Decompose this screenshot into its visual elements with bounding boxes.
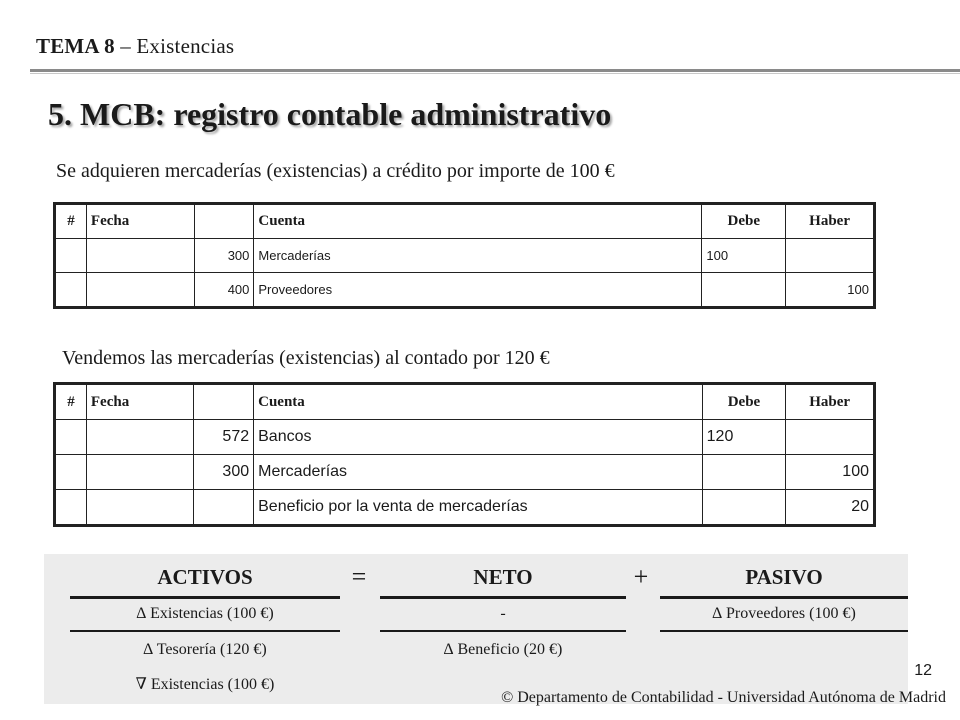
neto-beneficio-increase: ∆ Beneficio (20 €) [443,641,563,658]
equation-neto-heading: NETO [473,565,533,589]
cell-debit [702,490,786,526]
topic-separator: – [114,34,137,58]
topic-heading [36,34,234,59]
cell-credit [786,420,875,455]
neto-row1-value: - [500,605,506,622]
column-header-code [194,204,254,239]
activos-existencias-decrease: ∇ Existencias (100 €) [135,676,275,693]
activos-heading-underline [70,596,340,599]
equation-activos-heading: ACTIVOS [157,565,253,589]
sale-journal-table [53,382,876,527]
cell-number [55,239,87,273]
cell-credit: 20 [786,490,875,526]
column-header-date: Fecha [86,384,193,420]
cell-number [55,490,87,526]
cell-account-name: Proveedores [254,273,702,308]
column-header-credit: Haber [786,204,875,239]
neto-row-divider [380,630,626,632]
column-header-debit: Debe [702,384,786,420]
column-header-number: # [55,384,87,420]
cell-date [86,455,193,490]
slide-title: 5. MCB: registro contable administrativo [48,96,612,132]
cell-debit: 120 [702,420,786,455]
activos-existencias-increase: ∆ Existencias (100 €) [136,605,274,622]
cell-date [86,420,193,455]
column-header-credit: Haber [786,384,875,420]
table-row [55,490,875,526]
plus-sign: + [633,562,649,591]
table-row [55,239,875,273]
cell-account-name: Mercaderías [254,455,703,490]
table-row [55,273,875,308]
topic-name: Existencias [136,34,235,58]
cell-date [86,239,194,273]
column-header-date: Fecha [86,204,194,239]
cell-account-code: 400 [194,273,254,308]
header-divider [30,69,960,72]
cell-number [55,455,87,490]
cell-account-code: 300 [194,239,254,273]
cell-debit: 100 [702,239,786,273]
cell-credit: 100 [786,273,875,308]
column-header-account: Cuenta [254,384,703,420]
footer-copyright: © Departamento de Contabilidad - Universidad Autónoma de Madrid [501,689,946,706]
equals-sign: = [351,562,367,591]
table-row [55,420,875,455]
sale-caption: Vendemos las mercaderías (existencias) al contado por 120 € [62,347,550,369]
column-header-account: Cuenta [254,204,702,239]
cell-credit: 100 [786,455,875,490]
column-header-number: # [55,204,87,239]
activos-row-divider [70,630,340,632]
pasivo-row-divider [660,630,908,632]
cell-date [86,490,193,526]
pasivo-proveedores-increase: ∆ Proveedores (100 €) [712,605,856,622]
cell-debit [702,273,786,308]
cell-account-code: 572 [194,420,254,455]
cell-account-code: 300 [194,455,254,490]
purchase-journal-table [53,202,876,309]
pasivo-heading-underline [660,596,908,599]
equation-pasivo-heading: PASIVO [745,565,823,589]
cell-account-code [194,490,254,526]
topic-number: TEMA 8 [36,34,115,58]
table-header-row [55,204,875,239]
column-header-code [194,384,254,420]
cell-date [86,273,194,308]
activos-tesoreria-increase: ∆ Tesorería (120 €) [143,641,267,658]
neto-heading-underline [380,596,626,599]
table-header-row [55,384,875,420]
column-header-debit: Debe [702,204,786,239]
cell-account-name: Mercaderías [254,239,702,273]
purchase-caption: Se adquieren mercaderías (existencias) a crédito por importe de 100 € [56,160,615,182]
header-divider-shadow [30,73,960,74]
cell-debit [702,455,786,490]
cell-account-name: Bancos [254,420,703,455]
cell-credit [786,239,875,273]
cell-number [55,420,87,455]
table-row [55,455,875,490]
cell-number [55,273,87,308]
cell-account-name: Beneficio por la venta de mercaderías [254,490,703,526]
page-number: 12 [914,662,932,679]
